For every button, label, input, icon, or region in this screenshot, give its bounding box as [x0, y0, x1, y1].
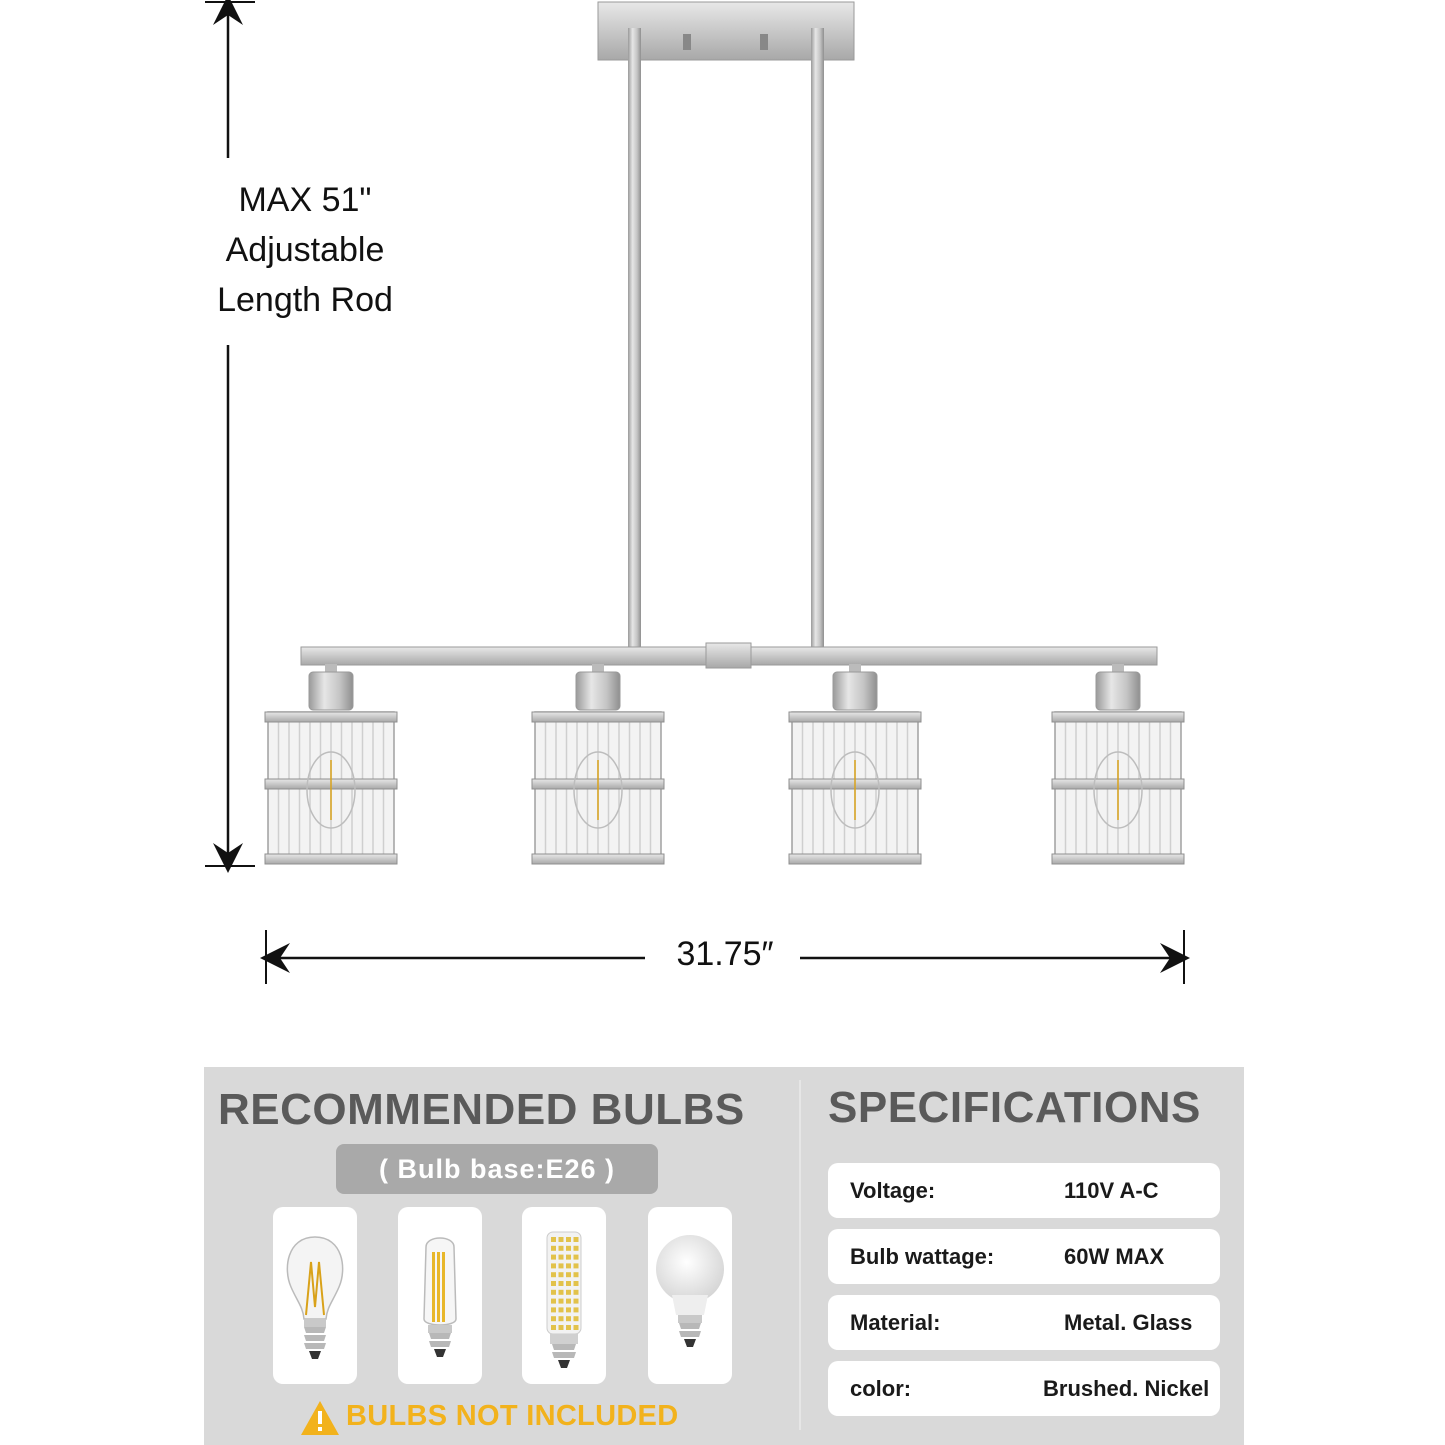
- led-a19-bulb-icon: [648, 1207, 732, 1384]
- specifications-heading: SPECIFICATIONS: [828, 1083, 1201, 1132]
- warning-icon: [300, 1399, 340, 1437]
- spec-label: Voltage:: [850, 1178, 936, 1203]
- bulb-card-corn: [522, 1207, 606, 1384]
- bulb-card-tubular: [398, 1207, 482, 1384]
- height-dimension-arrow: [205, 2, 255, 866]
- spec-row-material: [828, 1295, 1220, 1350]
- bulb-card-edison: [273, 1207, 357, 1384]
- recommended-bulbs-heading: RECOMMENDED BULBS: [218, 1085, 745, 1134]
- down-rod-left: [628, 28, 641, 648]
- spec-row-voltage: [828, 1163, 1220, 1218]
- glass-shade: [1052, 664, 1184, 864]
- height-label-line-2: Adjustable: [225, 231, 385, 269]
- bulbs-not-included-warning: [300, 1399, 720, 1439]
- spec-label: color:: [850, 1376, 912, 1401]
- height-label-line-1: MAX 51": [238, 181, 372, 219]
- down-rod-right: [811, 28, 824, 648]
- spec-value: 110V A-C: [1064, 1178, 1159, 1203]
- warning-text: BULBS NOT INCLUDED: [346, 1400, 679, 1432]
- spec-row-color: [828, 1361, 1220, 1416]
- panel-divider: [799, 1080, 801, 1430]
- corn-led-bulb-icon: [522, 1207, 606, 1384]
- height-label-line-3: Length Rod: [217, 281, 393, 319]
- spec-row-wattage: [828, 1229, 1220, 1284]
- spec-value: Metal. Glass: [1064, 1310, 1193, 1335]
- spec-label: Material:: [850, 1310, 941, 1335]
- spec-value: 60W MAX: [1064, 1244, 1165, 1269]
- bulb-card-led: [648, 1207, 732, 1384]
- edison-filament-bulb-icon: [273, 1207, 357, 1384]
- width-dimension-label: 31.75″: [676, 935, 774, 973]
- tubular-filament-bulb-icon: [398, 1207, 482, 1384]
- spec-value: Brushed. Nickel: [1043, 1376, 1210, 1401]
- glass-shade: [532, 664, 664, 864]
- glass-shade: [789, 664, 921, 864]
- height-dimension-label: [180, 175, 430, 325]
- bulb-base-badge: ( Bulb base:E26 ): [336, 1144, 658, 1194]
- spec-label: Bulb wattage:: [850, 1244, 995, 1269]
- glass-shade: [265, 664, 397, 864]
